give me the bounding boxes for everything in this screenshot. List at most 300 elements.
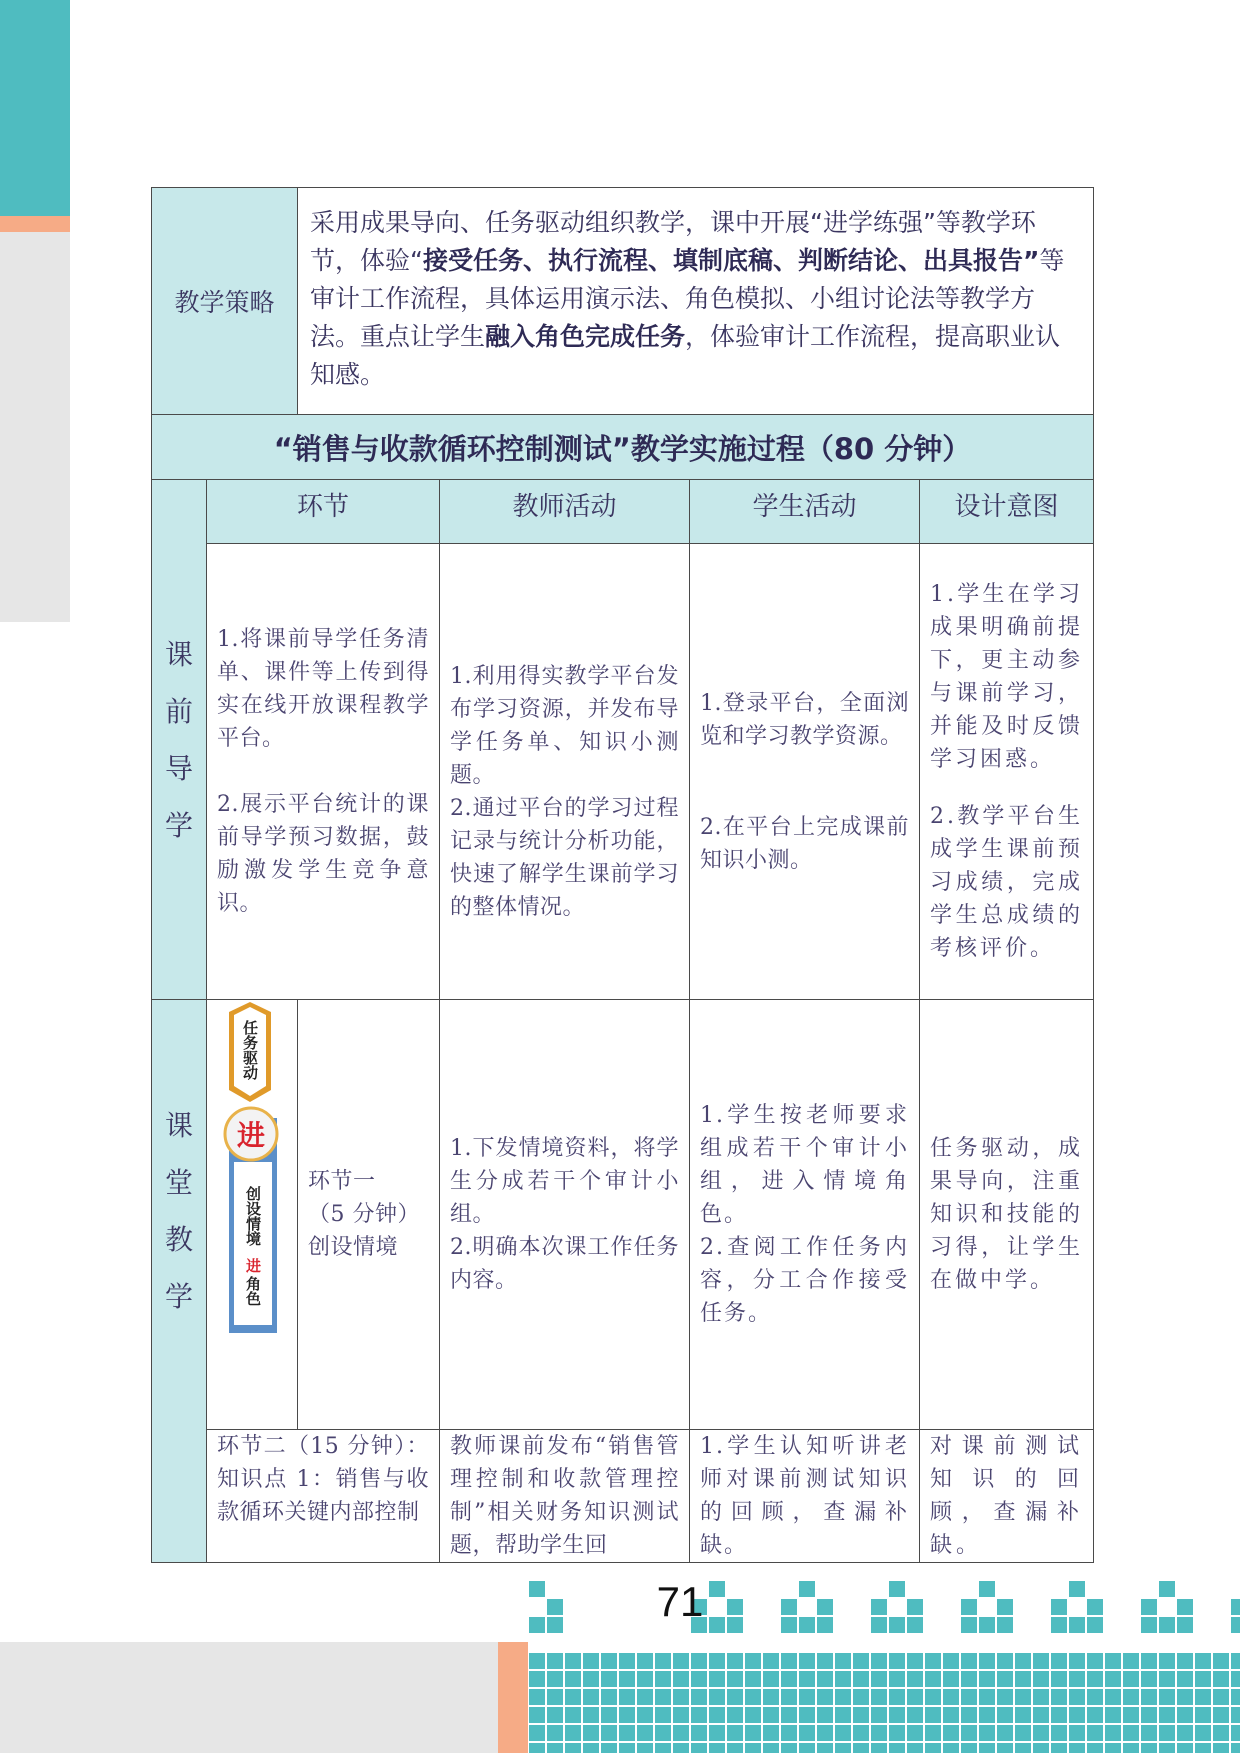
grid-cell (547, 1599, 563, 1615)
grid-cell (961, 1707, 977, 1723)
grid-cell (781, 1617, 797, 1633)
step2-intent: 对课前测试知识的回顾，查漏补缺。 (930, 1434, 1084, 1558)
preclass-label-text (152, 626, 206, 854)
grid-cell (1159, 1671, 1175, 1687)
grid-cell (601, 1707, 617, 1723)
inclass-step2-row (152, 1430, 1094, 1563)
grid-cell (907, 1725, 923, 1741)
grid-cell (745, 1689, 761, 1705)
grid-cell (835, 1689, 851, 1705)
grid-cell (1123, 1653, 1139, 1669)
grid-cell (547, 1671, 563, 1687)
grid-cell (565, 1689, 581, 1705)
grid-cell (691, 1743, 707, 1753)
grid-cell (997, 1707, 1013, 1723)
strategy-text (298, 188, 1094, 415)
preclass-teacher-1: 1.利用得实教学平台发布学习资源，并发布导学任务单、知识小测题。 (450, 663, 680, 788)
grid-cell (619, 1725, 635, 1741)
grid-cell (583, 1707, 599, 1723)
grid-cell (763, 1743, 779, 1753)
grid-cell (1141, 1707, 1157, 1723)
bottom-orange-stripe (498, 1642, 528, 1753)
grid-cell (799, 1707, 815, 1723)
grid-cell (1213, 1689, 1229, 1705)
grid-cell (763, 1725, 779, 1741)
grid-cell (961, 1689, 977, 1705)
grid-cell (691, 1689, 707, 1705)
grid-cell (925, 1707, 941, 1723)
grid-cell (817, 1725, 833, 1741)
preclass-student-cell (690, 544, 920, 1000)
preclass-student-2: 2.在平台上完成课前知识小测。 (700, 814, 910, 873)
grid-cell (871, 1743, 887, 1753)
grid-cell (583, 1743, 599, 1753)
step1-duration: （5 分钟） (308, 1202, 421, 1227)
grid-cell (907, 1689, 923, 1705)
grid-cell (835, 1725, 851, 1741)
grid-cell (1051, 1671, 1067, 1687)
grid-cell (1069, 1689, 1085, 1705)
preclass-student-1: 1.登录平台，全面浏览和学习教学资源。 (700, 690, 910, 749)
grid-cell (1159, 1725, 1175, 1741)
grid-cell (529, 1617, 545, 1633)
grid-cell (853, 1689, 869, 1705)
grid-cell (853, 1653, 869, 1669)
grid-cell (781, 1689, 797, 1705)
grid-cell (961, 1671, 977, 1687)
grid-cell (1231, 1707, 1240, 1723)
grid-cell (799, 1581, 815, 1597)
grid-cell (889, 1689, 905, 1705)
grid-cell (583, 1671, 599, 1687)
grid-cell (1213, 1671, 1229, 1687)
grid-cell (781, 1653, 797, 1669)
grid-cell (1213, 1707, 1229, 1723)
grid-cell (781, 1599, 797, 1615)
step2-student: 1.学生认知听讲老师对课前测试知识的回顾，查漏补缺。 (700, 1434, 910, 1558)
grid-cell (853, 1725, 869, 1741)
step1-intent-cell (920, 1000, 1094, 1430)
strategy-text-part: 等审计工作流程，具体运用演示法、角色模拟、小组讨论法等教学方法。重点让学生 (310, 246, 1065, 351)
inclass-label (152, 1000, 207, 1563)
vertical-label-char: 前 (164, 694, 193, 728)
grid-cell (565, 1653, 581, 1669)
grid-cell (529, 1743, 545, 1753)
preclass-teacher-2: 2.通过平台的学习过程记录与统计分析功能，快速了解学生课前学习的整体情况。 (450, 795, 680, 920)
grid-cell (547, 1617, 563, 1633)
grid-cell (1123, 1689, 1139, 1705)
grid-cell (925, 1743, 941, 1753)
grid-cell (979, 1671, 995, 1687)
grid-cell (943, 1689, 959, 1705)
grid-cell (997, 1599, 1013, 1615)
grid-cell (1159, 1689, 1175, 1705)
grid-cell (637, 1653, 653, 1669)
grid-cell (889, 1707, 905, 1723)
grid-cell (1213, 1653, 1229, 1669)
grid-cell (817, 1707, 833, 1723)
grid-cell (1087, 1707, 1103, 1723)
grid-cell (1231, 1653, 1240, 1669)
step1-teacher-2: 2.明确本次课工作任务内容。 (450, 1235, 680, 1293)
grid-cell (943, 1707, 959, 1723)
step1-name: 环节一 (308, 1169, 376, 1194)
grid-cell (853, 1707, 869, 1723)
grid-cell (925, 1689, 941, 1705)
grid-cell (655, 1653, 671, 1669)
grid-cell (673, 1653, 689, 1669)
grid-cell (979, 1581, 995, 1597)
grid-cell (709, 1671, 725, 1687)
grid-cell (655, 1671, 671, 1687)
grid-cell (1069, 1653, 1085, 1669)
grid-cell (583, 1653, 599, 1669)
header-teacher: 教师活动 (440, 480, 690, 544)
inclass-step1-row (152, 1000, 1094, 1430)
grid-cell (727, 1653, 743, 1669)
grid-cell (871, 1653, 887, 1669)
grid-cell (871, 1725, 887, 1741)
grid-cell (889, 1725, 905, 1741)
grid-cell (1123, 1743, 1139, 1753)
grid-cell (673, 1671, 689, 1687)
grid-cell (637, 1707, 653, 1723)
grid-cell (907, 1743, 923, 1753)
grid-cell (1159, 1617, 1175, 1633)
grid-cell (1087, 1617, 1103, 1633)
grid-cell (745, 1653, 761, 1669)
grid-cell (1141, 1725, 1157, 1741)
grid-cell (871, 1671, 887, 1687)
grid-cell (997, 1689, 1013, 1705)
step1-student-cell (690, 1000, 920, 1430)
header-student: 学生活动 (690, 480, 920, 544)
preclass-teacher-cell (440, 544, 690, 1000)
grid-cell (529, 1707, 545, 1723)
task-driven-badge (207, 1000, 298, 1336)
step1-teacher-1: 1.下发情境资料，将学生分成若干个审计小组。 (450, 1136, 680, 1227)
inclass-label-text (152, 1097, 206, 1325)
grid-cell (673, 1725, 689, 1741)
grid-cell (673, 1689, 689, 1705)
grid-cell (781, 1743, 797, 1753)
grid-cell (1033, 1707, 1049, 1723)
grid-cell (1123, 1707, 1139, 1723)
grid-cell (997, 1617, 1013, 1633)
grid-cell (799, 1689, 815, 1705)
grid-cell (745, 1725, 761, 1741)
grid-cell (529, 1671, 545, 1687)
grid-cell (889, 1671, 905, 1687)
grid-cell (907, 1707, 923, 1723)
grid-cell (1231, 1671, 1240, 1687)
grid-cell (799, 1725, 815, 1741)
badge-circle-text: 进 (236, 1119, 266, 1152)
step2-student-cell (690, 1430, 920, 1563)
grid-cell (1051, 1599, 1067, 1615)
grid-cell (1195, 1725, 1211, 1741)
strategy-text-part: 采用成果导向、任务驱动组织教学，课中开展“进学练强”等教学环节，体验“ (310, 208, 1036, 275)
grid-cell (529, 1689, 545, 1705)
grid-cell (979, 1689, 995, 1705)
grid-cell (547, 1743, 563, 1753)
grid-cell (907, 1617, 923, 1633)
grid-cell (529, 1581, 545, 1597)
grid-cell (1051, 1653, 1067, 1669)
grid-cell (889, 1743, 905, 1753)
grid-cell (709, 1653, 725, 1669)
preclass-stage-cell (207, 544, 440, 1000)
grid-cell (1177, 1743, 1193, 1753)
preclass-intent-1: 1.学生在学习成果明确前提下，更主动参与课前学习，并能及时反馈学习困惑。 (930, 582, 1084, 772)
grid-cell (871, 1707, 887, 1723)
bottom-gray-band (0, 1642, 498, 1753)
strategy-row (152, 188, 1094, 415)
grid-cell (781, 1707, 797, 1723)
grid-cell (601, 1725, 617, 1741)
grid-cell (763, 1707, 779, 1723)
step1-student-2: 2.查阅工作任务内容，分工合作接受任务。 (700, 1235, 910, 1326)
grid-cell (943, 1653, 959, 1669)
grid-cell (1051, 1743, 1067, 1753)
grid-cell (1069, 1671, 1085, 1687)
grid-cell (691, 1725, 707, 1741)
grid-cell (817, 1653, 833, 1669)
left-gray-bar (0, 232, 70, 622)
grid-cell (1231, 1599, 1240, 1615)
grid-cell (637, 1725, 653, 1741)
preclass-stage-2: 2.展示平台统计的课前导学预习数据，鼓励激发学生竞争意识。 (217, 792, 430, 916)
grid-cell (1213, 1743, 1229, 1753)
grid-cell (1141, 1599, 1157, 1615)
grid-cell (1087, 1743, 1103, 1753)
grid-cell (943, 1743, 959, 1753)
grid-cell (1087, 1725, 1103, 1741)
grid-cell (1069, 1725, 1085, 1741)
grid-cell (691, 1653, 707, 1669)
grid-cell (799, 1617, 815, 1633)
grid-cell (727, 1689, 743, 1705)
grid-cell (637, 1671, 653, 1687)
grid-cell (745, 1671, 761, 1687)
grid-cell (1141, 1653, 1157, 1669)
grid-cell (835, 1743, 851, 1753)
grid-cell (655, 1725, 671, 1741)
grid-cell (1159, 1581, 1175, 1597)
grid-cell (1105, 1743, 1121, 1753)
header-row (152, 480, 1094, 544)
grid-cell (961, 1725, 977, 1741)
grid-cell (907, 1671, 923, 1687)
grid-cell (1231, 1725, 1240, 1741)
grid-cell (925, 1725, 941, 1741)
preclass-stage-1: 1.将课前导学任务清单、课件等上传到得实在线开放课程教学平台。 (217, 627, 430, 751)
grid-cell (1015, 1689, 1031, 1705)
grid-cell (1159, 1707, 1175, 1723)
grid-cell (529, 1653, 545, 1669)
grid-cell (961, 1617, 977, 1633)
preclass-label (152, 480, 207, 1000)
grid-cell (655, 1689, 671, 1705)
grid-cell (691, 1671, 707, 1687)
grid-cell (871, 1599, 887, 1615)
grid-cell (1195, 1689, 1211, 1705)
grid-cell (655, 1707, 671, 1723)
vertical-label-char: 学 (164, 1280, 193, 1313)
grid-cell (961, 1743, 977, 1753)
process-title: “销售与收款循环控制测试”教学实施过程（80 分钟） (152, 415, 1094, 480)
grid-cell (1195, 1653, 1211, 1669)
grid-cell (979, 1725, 995, 1741)
grid-cell (1213, 1725, 1229, 1741)
grid-cell (961, 1599, 977, 1615)
grid-cell (1177, 1599, 1193, 1615)
grid-cell (547, 1707, 563, 1723)
step2-stage: 环节二（15 分钟）：知识点 1：销售与收款循环关键内部控制 (217, 1434, 430, 1525)
grid-cell (1195, 1671, 1211, 1687)
grid-cell (853, 1671, 869, 1687)
grid-cell (1141, 1689, 1157, 1705)
grid-cell (709, 1707, 725, 1723)
grid-cell (709, 1689, 725, 1705)
vertical-label-char: 学 (164, 808, 193, 842)
grid-cell (1015, 1653, 1031, 1669)
strategy-text-part: ，体验审计工作流程，提高职业认知感。 (310, 322, 1061, 389)
step1-stage-cell (298, 1000, 440, 1430)
grid-cell (835, 1707, 851, 1723)
grid-cell (1105, 1671, 1121, 1687)
grid-cell (619, 1689, 635, 1705)
preclass-intent-2: 2.教学平台生成学生课前预习成绩，完成学生总成绩的考核评价。 (930, 804, 1084, 961)
grid-cell (727, 1743, 743, 1753)
grid-cell (1177, 1689, 1193, 1705)
grid-cell (1177, 1653, 1193, 1669)
grid-cell (1069, 1617, 1085, 1633)
grid-cell (1105, 1725, 1121, 1741)
grid-cell (943, 1671, 959, 1687)
grid-cell (1069, 1743, 1085, 1753)
strategy-label: 教学策略 (152, 188, 298, 415)
grid-cell (529, 1725, 545, 1741)
grid-cell (799, 1671, 815, 1687)
grid-cell (601, 1689, 617, 1705)
grid-cell (745, 1743, 761, 1753)
vertical-label-char: 教 (164, 1223, 193, 1256)
grid-cell (1033, 1689, 1049, 1705)
grid-cell (817, 1743, 833, 1753)
grid-cell (1015, 1671, 1031, 1687)
grid-cell (763, 1689, 779, 1705)
grid-cell (727, 1671, 743, 1687)
grid-cell (1231, 1689, 1240, 1705)
grid-cell (871, 1689, 887, 1705)
grid-cell (817, 1599, 833, 1615)
grid-cell (853, 1743, 869, 1753)
grid-cell (799, 1743, 815, 1753)
preclass-row (152, 544, 1094, 1000)
grid-cell (1231, 1617, 1240, 1633)
grid-cell (727, 1725, 743, 1741)
grid-cell (619, 1653, 635, 1669)
grid-cell (709, 1725, 725, 1741)
grid-cell (547, 1725, 563, 1741)
grid-cell (1195, 1743, 1211, 1753)
grid-cell (565, 1725, 581, 1741)
grid-cell (1141, 1617, 1157, 1633)
grid-cell (1141, 1671, 1157, 1687)
grid-cell (1033, 1743, 1049, 1753)
grid-cell (781, 1725, 797, 1741)
grid-cell (817, 1689, 833, 1705)
step2-teacher-cell (440, 1430, 690, 1563)
vertical-label-char: 课 (164, 1109, 193, 1142)
badge-cell (207, 1000, 298, 1430)
grid-cell (691, 1707, 707, 1723)
grid-cell (1105, 1653, 1121, 1669)
grid-cell (1123, 1671, 1139, 1687)
grid-cell (871, 1617, 887, 1633)
step1-title: 创设情境 (308, 1235, 399, 1260)
process-title-row (152, 415, 1094, 480)
badge-bottom-post: 角色 (244, 1276, 262, 1306)
grid-cell (1159, 1743, 1175, 1753)
grid-cell (601, 1671, 617, 1687)
step2-teacher: 教师课前发布“销售管理控制和收款管理控制”相关财务知识测试题，帮助学生回 (450, 1434, 680, 1558)
grid-cell (1087, 1671, 1103, 1687)
grid-cell (583, 1725, 599, 1741)
grid-cell (1195, 1707, 1211, 1723)
page-number: 71 (656, 1578, 704, 1625)
grid-cell (979, 1617, 995, 1633)
grid-cell (673, 1743, 689, 1753)
grid-cell (907, 1599, 923, 1615)
grid-cell (1015, 1725, 1031, 1741)
grid-cell (1159, 1653, 1175, 1669)
grid-cell (889, 1617, 905, 1633)
grid-cell (781, 1671, 797, 1687)
badge-top-text: 任务驱动 (241, 1020, 259, 1080)
grid-cell (889, 1581, 905, 1597)
grid-cell (619, 1671, 635, 1687)
grid-cell (997, 1743, 1013, 1753)
step1-teacher-cell (440, 1000, 690, 1430)
grid-cell (1177, 1671, 1193, 1687)
vertical-label-char: 堂 (164, 1166, 193, 1199)
grid-cell (997, 1671, 1013, 1687)
grid-cell (1069, 1581, 1085, 1597)
grid-cell (1087, 1653, 1103, 1669)
badge-bottom-pre: 创设情境 (244, 1186, 262, 1246)
grid-cell (763, 1653, 779, 1669)
grid-cell (1051, 1725, 1067, 1741)
grid-cell (655, 1743, 671, 1753)
grid-cell (799, 1653, 815, 1669)
grid-cell (979, 1707, 995, 1723)
grid-cell (1033, 1725, 1049, 1741)
header-stage: 环节 (207, 480, 440, 544)
grid-cell (1123, 1725, 1139, 1741)
grid-cell (601, 1653, 617, 1669)
grid-cell (1105, 1707, 1121, 1723)
grid-cell (889, 1653, 905, 1669)
vertical-label-char: 导 (164, 751, 193, 785)
grid-cell (1087, 1689, 1103, 1705)
grid-cell (1177, 1725, 1193, 1741)
grid-cell (637, 1743, 653, 1753)
step2-stage-cell (207, 1430, 440, 1563)
grid-cell (583, 1689, 599, 1705)
grid-cell (727, 1707, 743, 1723)
